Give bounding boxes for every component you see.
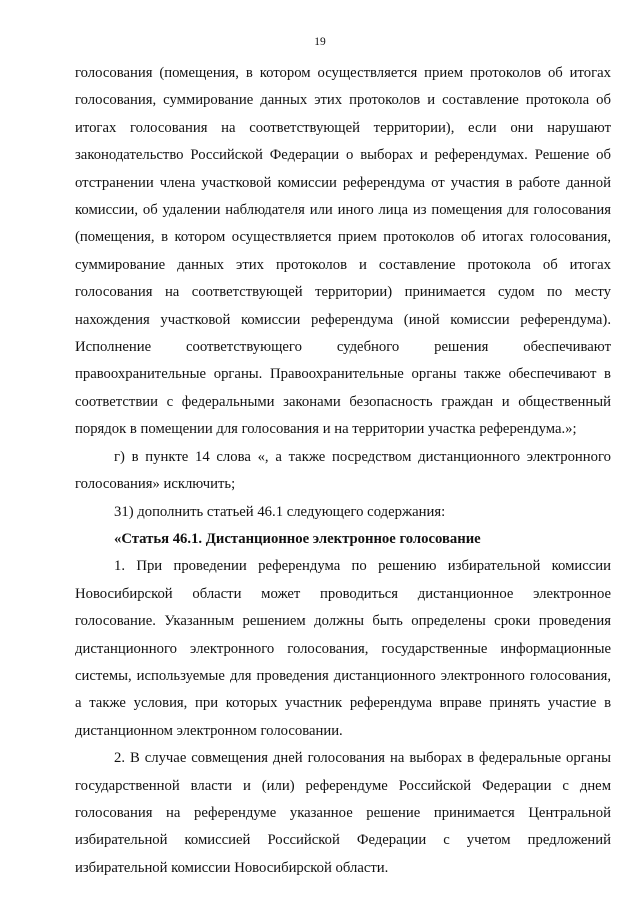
page-number: 19: [314, 36, 326, 48]
paragraph-clause-1: 1. При проведении референдума по решению избирательной комиссии Новосибирской области может проводиться дистанционное электронное голосование. Указанным решением должны быть определены сроки проведения дистанционного электронного голосования, государственные информационные системы, используемые для проведения дистанционного электронного голосования, а также условия, при которых участник референдума вправе принять участие в дистанционном электронном голосовании.: [75, 558, 611, 739]
document-body: [75, 60, 611, 882]
paragraph-clause-2: 2. В случае совмещения дней голосования на выборах в федеральные органы государственной власти и (или) референдуме Российской Федерации с днем голосования на референдуме указанное решение принимается Центральной избирательной комиссией Российской Федерации с учетом предложений избирательной комиссии Новосибирской области.: [75, 750, 611, 876]
article-heading: «Статья 46.1. Дистанционное электронное голосование: [114, 530, 481, 547]
paragraph-item-31: 31) дополнить статьей 46.1 следующего содержания:: [114, 503, 446, 520]
paragraph-item-g: г) в пункте 14 слова «, а также посредством дистанционного электронного голосования» исключить;: [75, 448, 611, 493]
paragraph-continuation: голосования (помещения, в котором осуществляется прием протоколов об итогах голосования, суммирование данных этих протоколов и составление протокола об итогах голосования на соответствующей территории), если они нарушают законодательство Российской Федерации о выборах и референдумах. Решение об отстранении члена участковой комиссии референдума от участия в работе данной комиссии, об удалении наблюдателя или иного лица из помещения для голосования (помещения, в котором осуществляется прием протоколов об итогах голосования, суммирование данных этих протоколов и составление протокола об итогах голосования на соответствующей территории) принимается судом по месту нахождения участковой комиссии референдума (иной комиссии референдума). Исполнение соответствующего судебного решения обеспечивают правоохранительные органы. Правоохранительные органы также обеспечивают в соответствии с федеральными законами безопасность граждан и общественный порядок в помещении для голосования и на территории участка референдума.»;: [75, 65, 611, 438]
